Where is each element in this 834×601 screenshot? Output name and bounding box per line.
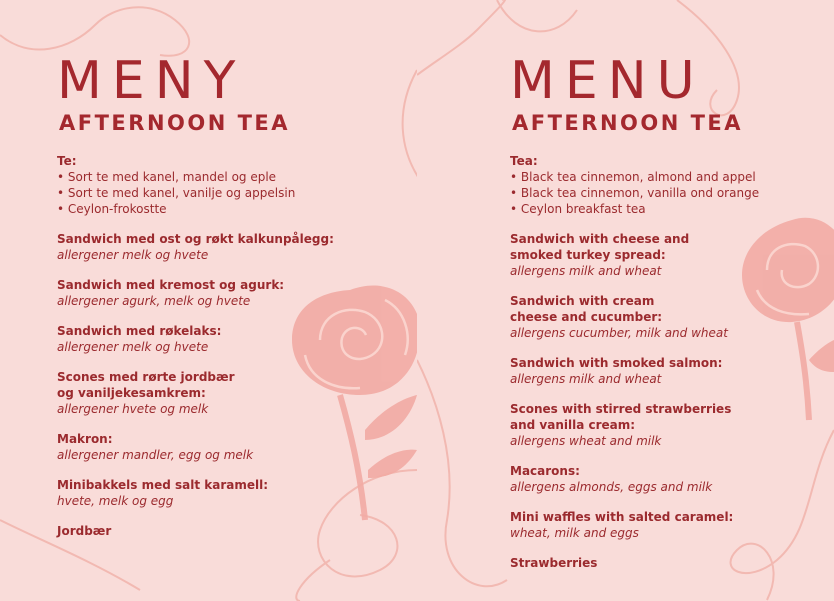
menu-item-allergens: hvete, melk og egg <box>57 494 174 508</box>
menu-item <box>510 231 810 279</box>
english-menu-content <box>510 52 810 585</box>
tea-item: • Black tea cinnemon, vanilla ond orange <box>510 185 810 201</box>
tea-section <box>510 153 810 217</box>
menu-item-allergens: allergens milk and wheat <box>510 264 662 278</box>
menu-item <box>510 293 810 341</box>
menu-item-name: Sandwich with cheese and smoked turkey spread: <box>510 232 690 262</box>
menu-item-name: Scones with stirred strawberries and vanilla cream: <box>510 402 732 432</box>
menu-item-name: Strawberries <box>510 556 598 570</box>
tea-heading: Te: <box>57 154 77 168</box>
menu-item-name: Scones med rørte jordbær og vaniljekesamkrem: <box>57 370 235 400</box>
menu-item <box>57 323 397 355</box>
norwegian-menu-content <box>57 52 397 553</box>
menu-item-allergens: allergens milk and wheat <box>510 372 662 386</box>
menu-item <box>510 555 810 571</box>
menu-item <box>57 477 397 509</box>
menu-item-allergens: allergener agurk, melk og hvete <box>57 294 251 308</box>
menu-item <box>510 509 810 541</box>
menu-subtitle: AFTERNOON TEA <box>59 111 291 135</box>
menu-item <box>510 463 810 495</box>
menu-item-name: Mini waffles with salted caramel: <box>510 510 734 524</box>
menu-item <box>510 355 810 387</box>
english-menu-panel <box>417 0 834 601</box>
menu-item-name: Jordbær <box>57 524 112 538</box>
menu-item <box>57 277 397 309</box>
menu-subtitle: AFTERNOON TEA <box>512 111 744 135</box>
tea-item: • Sort te med kanel, vanilje og appelsin <box>57 185 397 201</box>
menu-item-allergens: allergener melk og hvete <box>57 248 209 262</box>
tea-item: • Ceylon-frokostte <box>57 201 397 217</box>
menu-item <box>57 369 397 417</box>
menu-title: MENY <box>57 51 246 111</box>
tea-heading: Tea: <box>510 154 538 168</box>
menu-item-name: Sandwich med røkelaks: <box>57 324 222 338</box>
menu-item-allergens: allergens cucumber, milk and wheat <box>510 326 728 340</box>
menu-item-name: Macarons: <box>510 464 580 478</box>
tea-list <box>510 169 810 217</box>
menu-item <box>510 401 810 449</box>
tea-item: • Ceylon breakfast tea <box>510 201 810 217</box>
menu-item-allergens: allergener mandler, egg og melk <box>57 448 254 462</box>
menu-item-allergens: allergener hvete og melk <box>57 402 209 416</box>
menu-item-allergens: allergener melk og hvete <box>57 340 209 354</box>
menu-item <box>57 231 397 263</box>
tea-item: • Sort te med kanel, mandel og eple <box>57 169 397 185</box>
menu-item-name: Sandwich with smoked salmon: <box>510 356 723 370</box>
menu-item-name: Sandwich med kremost og agurk: <box>57 278 285 292</box>
menu-item-name: Sandwich with cream cheese and cucumber: <box>510 294 663 324</box>
tea-section <box>57 153 397 217</box>
menu-item-allergens: allergens almonds, eggs and milk <box>510 480 713 494</box>
menu-item <box>57 431 397 463</box>
menu-item-name: Minibakkels med salt karamell: <box>57 478 269 492</box>
menu-item-name: Makron: <box>57 432 113 446</box>
tea-item: • Black tea cinnemon, almond and appel <box>510 169 810 185</box>
menu-item-allergens: wheat, milk and eggs <box>510 526 639 540</box>
tea-list <box>57 169 397 217</box>
menu-title: MENU <box>510 51 705 111</box>
menu-item-name: Sandwich med ost og røkt kalkunpålegg: <box>57 232 334 246</box>
menu-item-allergens: allergens wheat and milk <box>510 434 662 448</box>
menu-item <box>57 523 397 539</box>
